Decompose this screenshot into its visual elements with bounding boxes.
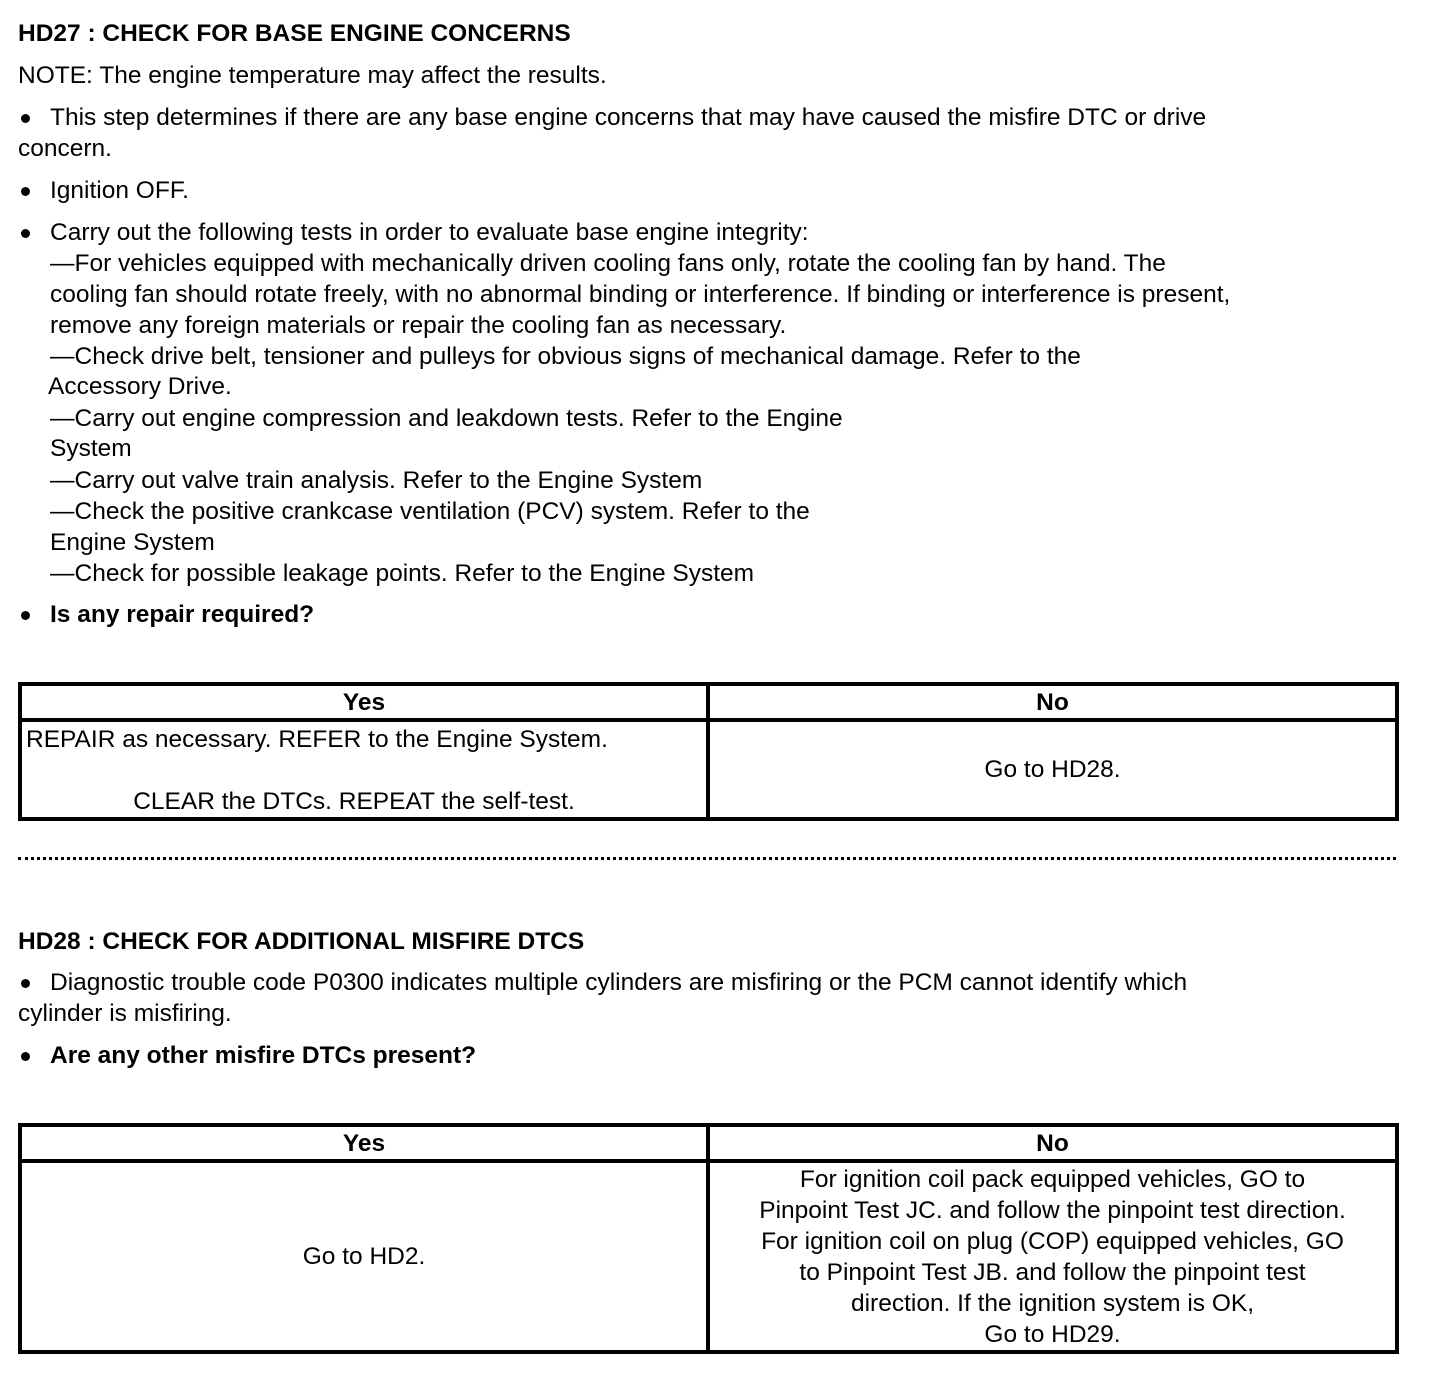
hd28-yes-header: Yes bbox=[20, 1125, 708, 1161]
bullet-dot-icon bbox=[21, 229, 30, 238]
hd27-bullet3: Carry out the following tests in order to evaluate base engine integrity: bbox=[50, 219, 809, 246]
bullet-dot-icon bbox=[21, 114, 30, 123]
hd28-no-line2: Pinpoint Test JC. and follow the pinpoint test direction. bbox=[759, 1196, 1346, 1224]
section-divider bbox=[18, 857, 1396, 860]
hd27-sub1-line1: —For vehicles equipped with mechanically driven cooling fans only, rotate the cooling fan by hand. The bbox=[50, 250, 1166, 277]
hd28-title: HD28 : CHECK FOR ADDITIONAL MISFIRE DTCS bbox=[18, 928, 585, 955]
hd27-note: NOTE: The engine temperature may affect the results. bbox=[18, 62, 607, 89]
bullet-dot-icon bbox=[21, 979, 30, 988]
hd28-bullet1-line1: Diagnostic trouble code P0300 indicates multiple cylinders are misfiring or the PCM cannot identify which bbox=[50, 969, 1188, 996]
hd27-sub5-line2: Engine System bbox=[50, 529, 215, 556]
hd28-no-cell bbox=[708, 1161, 1397, 1352]
hd28-yes-cell bbox=[20, 1161, 708, 1352]
hd27-bullet2: Ignition OFF. bbox=[50, 177, 189, 204]
hd27-sub2-line1: —Check drive belt, tensioner and pulleys for obvious signs of mechanical damage. Refer to the bbox=[50, 343, 1081, 370]
hd27-sub2-line2: Accessory Drive. bbox=[48, 373, 232, 400]
hd27-sub1-line3: remove any foreign materials or repair the cooling fan as necessary. bbox=[50, 312, 787, 339]
hd27-sub5-line1: —Check the positive crankcase ventilation (PCV) system. Refer to the bbox=[50, 498, 810, 525]
bullet-dot-icon bbox=[21, 1052, 30, 1061]
hd27-decision-table bbox=[18, 682, 1399, 821]
hd28-no-line5: direction. If the ignition system is OK, bbox=[850, 1289, 1255, 1317]
hd27-no-cell bbox=[708, 720, 1397, 819]
hd28-question: Are any other misfire DTCs present? bbox=[50, 1042, 477, 1069]
hd28-bullet1-line2: cylinder is misfiring. bbox=[18, 1000, 232, 1027]
hd27-sub1-line2: cooling fan should rotate freely, with no abnormal binding or interference. If binding or interference is present, bbox=[50, 281, 1231, 308]
hd27-no-header: No bbox=[708, 684, 1397, 720]
hd27-bullet1-line1: This step determines if there are any base engine concerns that may have caused the misfire DTC or drive bbox=[50, 104, 1207, 131]
hd27-question: Is any repair required? bbox=[50, 601, 315, 628]
hd28-no-line4: to Pinpoint Test JB. and follow the pinpoint test bbox=[799, 1258, 1306, 1286]
bullet-dot-icon bbox=[21, 611, 30, 620]
hd27-no-text: Go to HD28. bbox=[984, 756, 1121, 783]
hd28-yes-text: Go to HD2. bbox=[302, 1243, 426, 1270]
hd27-yes-line2: CLEAR the DTCs. REPEAT the self-test. bbox=[133, 788, 575, 815]
hd28-no-line6: Go to HD29. bbox=[984, 1320, 1121, 1348]
hd27-yes-header: Yes bbox=[20, 684, 708, 720]
hd27-sub3-line1: —Carry out engine compression and leakdown tests. Refer to the Engine bbox=[50, 405, 843, 432]
hd27-yes-line1: REPAIR as necessary. REFER to the Engine System. bbox=[26, 726, 608, 753]
hd28-no-line1: For ignition coil pack equipped vehicles, GO to bbox=[799, 1165, 1306, 1193]
hd27-title: HD27 : CHECK FOR BASE ENGINE CONCERNS bbox=[18, 20, 571, 47]
bullet-dot-icon bbox=[21, 187, 30, 196]
hd27-yes-cell bbox=[20, 720, 708, 819]
hd27-sub4: —Carry out valve train analysis. Refer to the Engine System bbox=[50, 467, 703, 494]
hd27-sub3-line2: System bbox=[50, 435, 132, 462]
hd27-sub6: —Check for possible leakage points. Refer to the Engine System bbox=[50, 560, 755, 587]
hd28-no-header: No bbox=[708, 1125, 1397, 1161]
hd27-bullet1-line2: concern. bbox=[18, 135, 112, 162]
hd28-decision-table bbox=[18, 1123, 1399, 1354]
hd28-no-line3: For ignition coil on plug (COP) equipped vehicles, GO bbox=[761, 1227, 1344, 1255]
